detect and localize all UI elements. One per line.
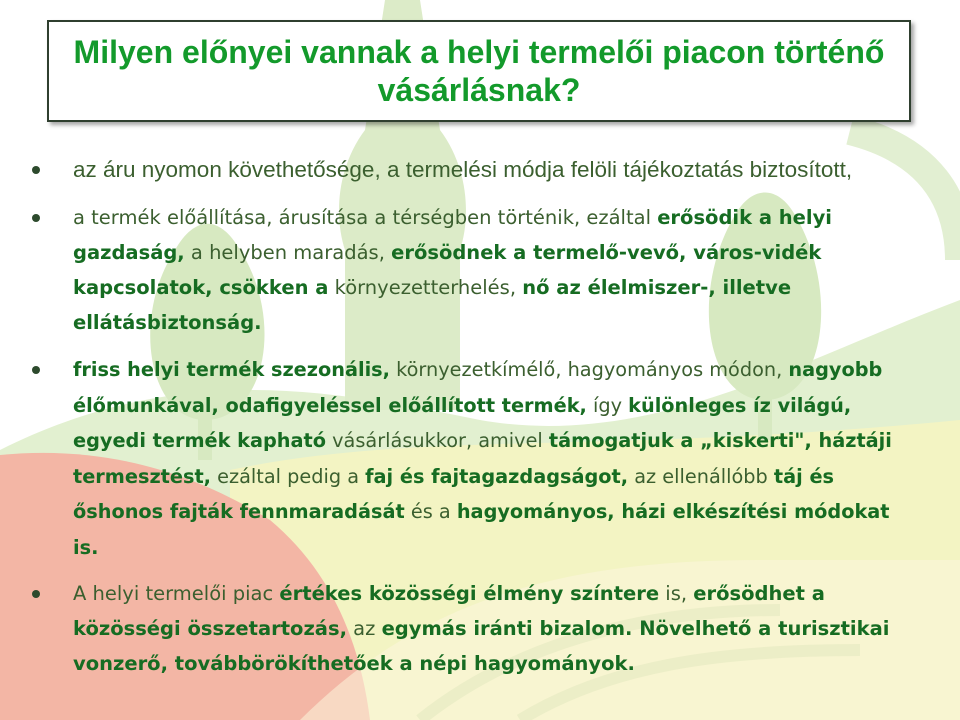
bullet-text-bold: táj és őshonos fajták fennmaradását	[73, 464, 834, 523]
bullet-text: a helyben maradás,	[184, 241, 392, 264]
bullet-text-bold: különleges íz világú, egyedi termék kapható	[73, 393, 852, 452]
bullet-text-bold: támogatjuk a „kiskerti", háztáji termesztést,	[73, 429, 892, 488]
bullet-text: ezáltal pedig a	[210, 464, 366, 488]
bullet-text-bold: nagyobb élőmunkával, odafigyeléssel előállított termék,	[73, 358, 883, 417]
bullet-text-bold: erősödik a helyi gazdaság,	[73, 206, 832, 264]
bullet-text-bold: erősödhet a közösségi összetartozás,	[73, 582, 825, 640]
bullet-text-bold: faj és fajtagazdagságot,	[365, 464, 629, 488]
title-box	[47, 20, 911, 122]
bullet-dot-icon	[32, 366, 40, 374]
bullet-text-bold: hagyományos, házi elkészítési módokat is.	[73, 500, 890, 559]
bullet-text-bold: egymás iránti bizalom. Növelhető a turisztikai vonzerő, továbbörökíthetőek a népi hagyományok.	[73, 617, 890, 675]
bullet-text: A helyi termelői piac	[73, 582, 280, 605]
bullet-dot-icon	[32, 214, 40, 222]
page-title: Milyen előnyei vannak a helyi termelői piacon történő vásárlásnak?	[73, 34, 885, 108]
bullet-item	[30, 200, 915, 340]
bullet-text: az ellenállóbb	[628, 464, 774, 488]
bullet-text: környezetterhelés,	[328, 276, 523, 299]
bullet-text-bold: értékes közösségi élmény színtere	[279, 582, 660, 605]
bullet-text-bold: erősödnek a termelő-vevő, város-vidék kapcsolatok, csökken a	[73, 241, 822, 299]
bullet-text: is,	[659, 582, 694, 605]
bullet-item	[30, 576, 915, 681]
bullet-list	[30, 152, 915, 681]
bullet-item	[30, 352, 915, 565]
bullet-text-bold: friss helyi termék szezonális,	[73, 358, 390, 381]
bullet-text: az áru nyomon követhetősége, a termelési módja felöli tájékoztatás biztosított,	[73, 157, 853, 182]
bullet-item	[30, 152, 915, 188]
bullet-text: így	[586, 393, 629, 417]
bullet-text: a termék előállítása, árusítása a térségben történik, ezáltal	[73, 206, 658, 229]
bullet-dot-icon	[32, 166, 40, 174]
bullet-text: környezetkímélő, hagyományos módon,	[389, 358, 789, 381]
bullet-text: az	[346, 617, 382, 640]
bullet-text: és a	[404, 500, 457, 523]
bullet-text-bold: nő az élelmiszer-, illetve ellátásbiztonság.	[73, 276, 792, 334]
bullet-text: vásárlásukkor, amivel	[326, 429, 549, 452]
bullet-dot-icon	[32, 590, 40, 598]
